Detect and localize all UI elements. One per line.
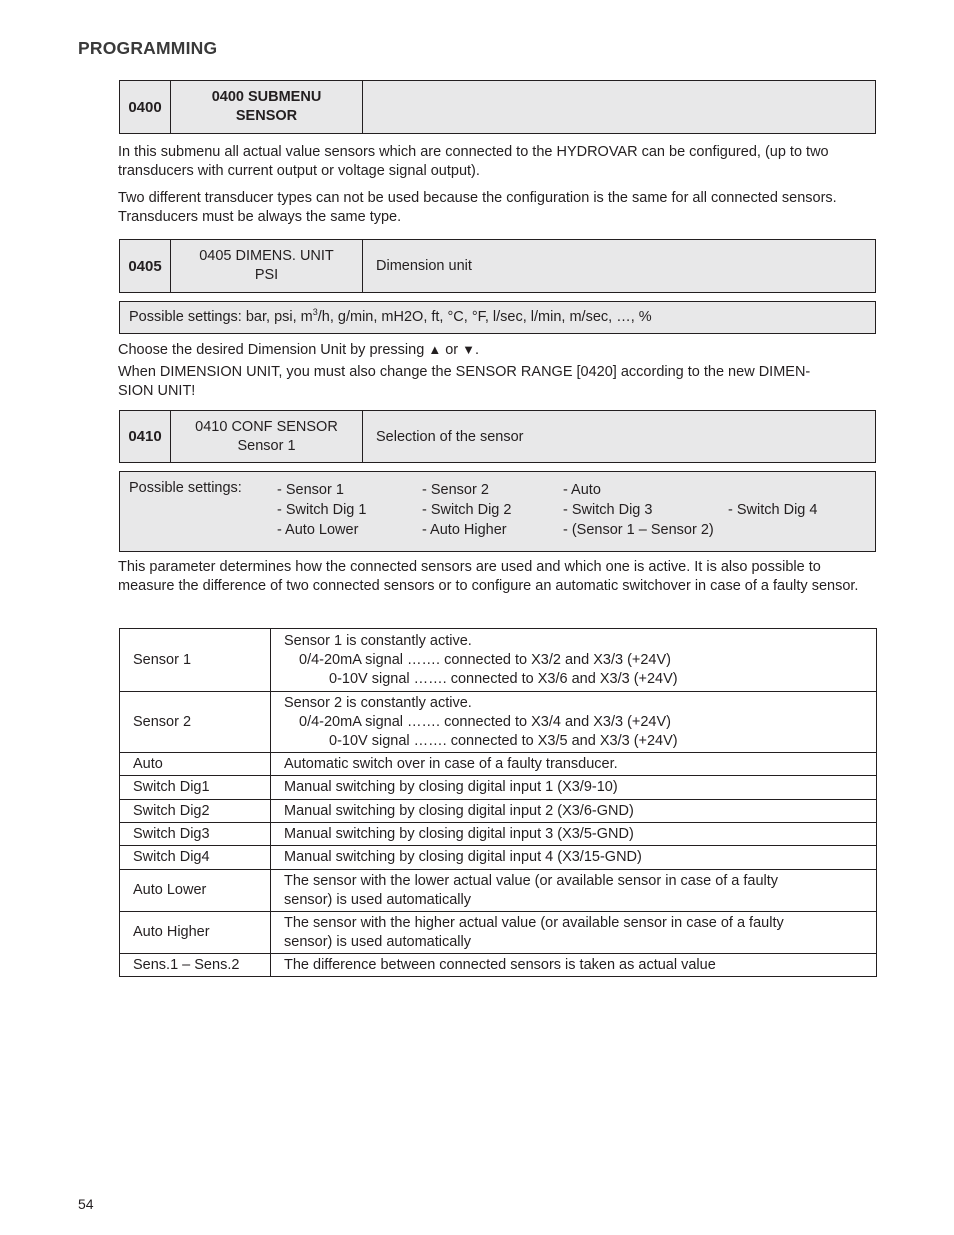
setting-option: - Auto Higher — [422, 522, 507, 538]
setting-option: - Switch Dig 1 — [277, 502, 367, 518]
parameter-code: 0400 — [120, 81, 171, 133]
table-key: Switch Dig1 — [120, 776, 271, 800]
table-value: Automatic switch over in case of a faulty transducer. — [271, 753, 877, 776]
table-key: Auto — [120, 753, 271, 776]
parameter-title — [171, 411, 363, 462]
value-line: sensor) is used automatically — [284, 891, 471, 908]
table-row — [120, 954, 877, 977]
table-row — [120, 629, 877, 692]
table-key: Sens.1 – Sens.2 — [120, 954, 271, 977]
table-key: Auto Lower — [120, 870, 271, 912]
dimension-note-line1: When DIMENSION UNIT, you must also change the SENSOR RANGE [0420] according to the new DIMEN- — [118, 364, 811, 380]
value-line: The sensor with the higher actual value (or available sensor in case of a faulty — [284, 914, 784, 931]
settings-col-2 — [422, 480, 511, 540]
table-value — [271, 692, 877, 753]
possible-settings-0405 — [119, 301, 876, 334]
possible-settings-0410 — [119, 471, 876, 552]
table-key: Auto Higher — [120, 912, 271, 954]
table-row — [120, 800, 877, 823]
table-key: Switch Dig2 — [120, 800, 271, 823]
page-number: 54 — [78, 1196, 94, 1212]
table-key: Switch Dig3 — [120, 823, 271, 846]
table-value: Manual switching by closing digital input 3 (X3/5-GND) — [271, 823, 877, 846]
parameter-title — [171, 240, 363, 292]
table-row — [120, 870, 877, 912]
table-value — [271, 870, 877, 912]
period: . — [475, 342, 480, 358]
down-arrow-icon: ▼ — [462, 342, 476, 357]
table-value — [271, 629, 877, 692]
intro-paragraph: In this submenu all actual value sensors which are connected to the HYDROVAR can be configured, (up to two transducers with current output or voltage signal output). — [118, 144, 829, 179]
value-line: 0/4-20mA signal ……. connected to X3/2 and X3/3 (+24V) — [299, 651, 671, 668]
parameter-title-line2: SENSOR — [235, 108, 298, 124]
setting-option: - Sensor 2 — [422, 482, 489, 498]
up-arrow-icon: ▲ — [428, 342, 442, 357]
parameter-code: 0410 — [120, 411, 171, 462]
setting-option: - Auto Lower — [277, 522, 359, 538]
choose-unit-paragraph — [118, 340, 878, 360]
parameter-header-0410 — [119, 410, 876, 463]
setting-option: - Switch Dig 2 — [422, 502, 512, 518]
transducer-paragraph: Two different transducer types can not be used because the configuration is the same for all connected sensors. Transducers must be always the same type. — [118, 190, 837, 225]
settings-col-1 — [277, 480, 366, 540]
or-text: or — [441, 342, 463, 358]
parameter-title-line2: Sensor 1 — [237, 437, 296, 454]
parameter-header-0400 — [119, 80, 876, 134]
setting-option: - Auto — [563, 482, 601, 498]
settings-text-prefix: Possible settings: bar, psi, m — [129, 309, 313, 325]
parameter-title — [171, 81, 363, 133]
sensor-modes-table — [119, 628, 877, 977]
value-line: Sensor 1 is constantly active. — [284, 632, 472, 649]
settings-col-3 — [563, 480, 714, 540]
table-value: Manual switching by closing digital input 4 (X3/15-GND) — [271, 846, 877, 870]
setting-option: - Switch Dig 4 — [728, 502, 818, 518]
table-value — [271, 912, 877, 954]
table-value: The difference between connected sensors is taken as actual value — [271, 954, 877, 977]
setting-option: - Switch Dig 3 — [563, 502, 653, 518]
table-row — [120, 776, 877, 800]
value-line: 0/4-20mA signal ……. connected to X3/4 and X3/3 (+24V) — [299, 713, 671, 730]
value-line: sensor) is used automatically — [284, 933, 471, 950]
table-row — [120, 846, 877, 870]
value-line: 0-10V signal ……. connected to X3/5 and X3/3 (+24V) — [329, 732, 678, 749]
parameter-description: Selection of the sensor — [376, 428, 524, 445]
setting-option: - Sensor 1 — [277, 482, 344, 498]
table-key: Sensor 1 — [120, 629, 271, 692]
table-row — [120, 912, 877, 954]
table-row — [120, 692, 877, 753]
parameter-title-line2: PSI — [254, 267, 279, 283]
parameter-title-line1: 0400 SUBMENU — [211, 89, 322, 105]
parameter-description — [363, 81, 875, 133]
setting-option: - (Sensor 1 – Sensor 2) — [563, 522, 714, 538]
settings-label: Possible settings: — [129, 480, 242, 496]
dimension-note-line2: SION UNIT! — [118, 383, 196, 399]
table-row — [120, 823, 877, 846]
table-key: Switch Dig4 — [120, 846, 271, 870]
parameter-explanation-paragraph: This parameter determines how the connected sensors are used and which one is active. It is also possible to measure the difference of two connected sensors or to configure an automatic switchover in case of a faulty sensor. — [118, 559, 859, 594]
section-title: PROGRAMMING — [78, 38, 218, 58]
value-line: 0-10V signal ……. connected to X3/6 and X3/3 (+24V) — [329, 670, 678, 687]
choose-text: Choose the desired Dimension Unit by pressing — [118, 342, 429, 358]
dimension-note-paragraph — [118, 363, 878, 401]
parameter-code: 0405 — [120, 240, 171, 292]
superscript: 3 — [312, 307, 318, 318]
table-key: Sensor 2 — [120, 692, 271, 753]
parameter-description: Dimension unit — [376, 258, 472, 274]
table-row — [120, 753, 877, 776]
value-line: Sensor 2 is constantly active. — [284, 694, 472, 711]
settings-text-suffix: /h, g/min, mH2O, ft, °C, °F, l/sec, l/min, m/sec, …, % — [317, 309, 652, 325]
table-value: Manual switching by closing digital input 2 (X3/6-GND) — [271, 800, 877, 823]
parameter-header-0405 — [119, 239, 876, 293]
parameter-title-line1: 0410 CONF SENSOR — [195, 418, 338, 435]
parameter-title-line1: 0405 DIMENS. UNIT — [199, 248, 334, 264]
value-line: The sensor with the lower actual value (or available sensor in case of a faulty — [284, 872, 779, 889]
settings-col-4 — [728, 500, 817, 520]
table-value: Manual switching by closing digital input 1 (X3/9-10) — [271, 776, 877, 800]
